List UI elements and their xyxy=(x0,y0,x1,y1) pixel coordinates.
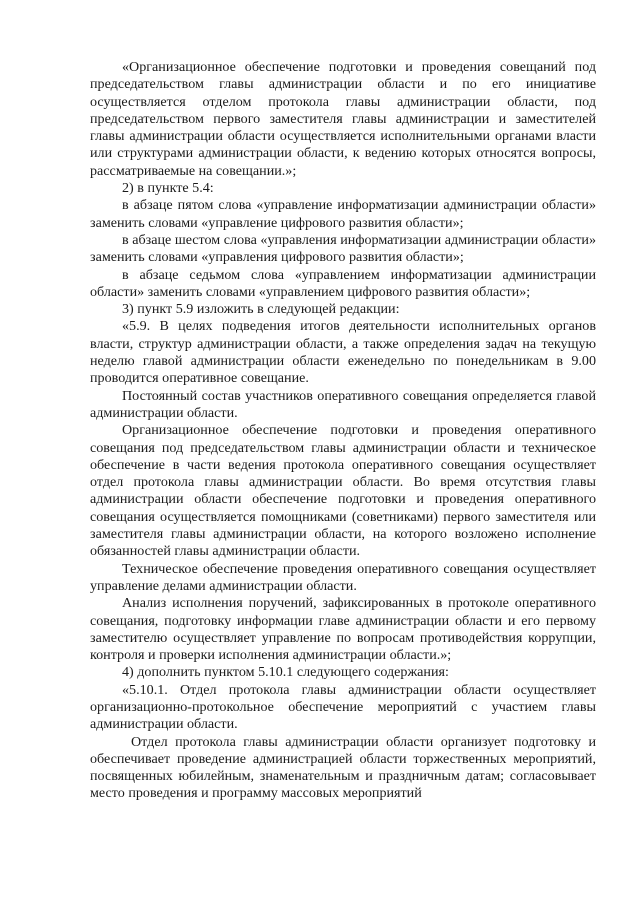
paragraph-item-4: 4) дополнить пунктом 5.10.1 следующего содержания: xyxy=(122,664,449,681)
paragraph-item-2: 2) в пункте 5.4: xyxy=(122,180,214,197)
paragraph-clause-5-10-1: «5.10.1. Отдел протокола главы администрации области осуществляет организационно-протокольное обеспечение мероприятий с участием главы администрации области. xyxy=(90,681,596,733)
paragraph-subitem-fifth: в абзаце пятом слова «управление информатизации администрации области» заменить словами «управление цифрового развития области»; xyxy=(90,197,596,231)
paragraph-organizational-support: «Организационное обеспечение подготовки и проведения совещаний под председательством главы администрации области и по его инициативе осуществляется отделом протокола главы администрации области, под председательством первого заместителя главы администрации и заместителей главы администрации области осуществляется исполнительными органами власти или структурами администрации области, к ведению которых относятся вопросы, рассматриваемые на совещании.»; xyxy=(90,59,596,179)
paragraph-item-3: 3) пункт 5.9 изложить в следующей редакции: xyxy=(122,301,400,318)
document-body xyxy=(90,59,596,803)
paragraph-meeting-support: Организационное обеспечение подготовки и проведения оперативного совещания под председательством главы администрации области и техническое обеспечение в части ведения протокола оперативного совещания осуществляет отдел протокола главы администрации области. Во время отсутствия главы администрации области обеспечение подготовки и проведения оперативного совещания осуществляется помощниками (советниками) первого заместителя или заместителя главы администрации области, на которого возложено исполнение обязанностей главы администрации области. xyxy=(90,422,596,560)
paragraph-protocol-department: Отдел протокола главы администрации области организует подготовку и обеспечивает проведение администрацией области торжественных мероприятий, посвященных юбилейным, знаменательным и праздничным датам; согласовывает место проведения и программу массовых мероприятий xyxy=(90,733,596,802)
paragraph-analysis: Анализ исполнения поручений, зафиксированных в протоколе оперативного совещания, подготовку информации главе администрации области и его первому заместителю осуществляет управление по вопросам противодействия коррупции, контроля и проверки исполнения администрации области.»; xyxy=(90,595,596,664)
paragraph-subitem-seventh: в абзаце седьмом слова «управлением информатизации администрации области» заменить словами «управлением цифрового развития области»; xyxy=(90,266,596,300)
paragraph-clause-5-9: «5.9. В целях подведения итогов деятельности исполнительных органов власти, структур администрации области, а также определения задач на текущую неделю главой администрации области еженедельно по понедельникам в 9.00 проводится оперативное совещание. xyxy=(90,318,596,387)
paragraph-technical-support: Техническое обеспечение проведения оперативного совещания осуществляет управление делами администрации области. xyxy=(90,560,596,594)
paragraph-permanent-members: Постоянный состав участников оперативного совещания определяется главой администрации области. xyxy=(90,387,596,421)
paragraph-subitem-sixth: в абзаце шестом слова «управления информатизации администрации области» заменить словами «управления цифрового развития области»; xyxy=(90,231,596,266)
